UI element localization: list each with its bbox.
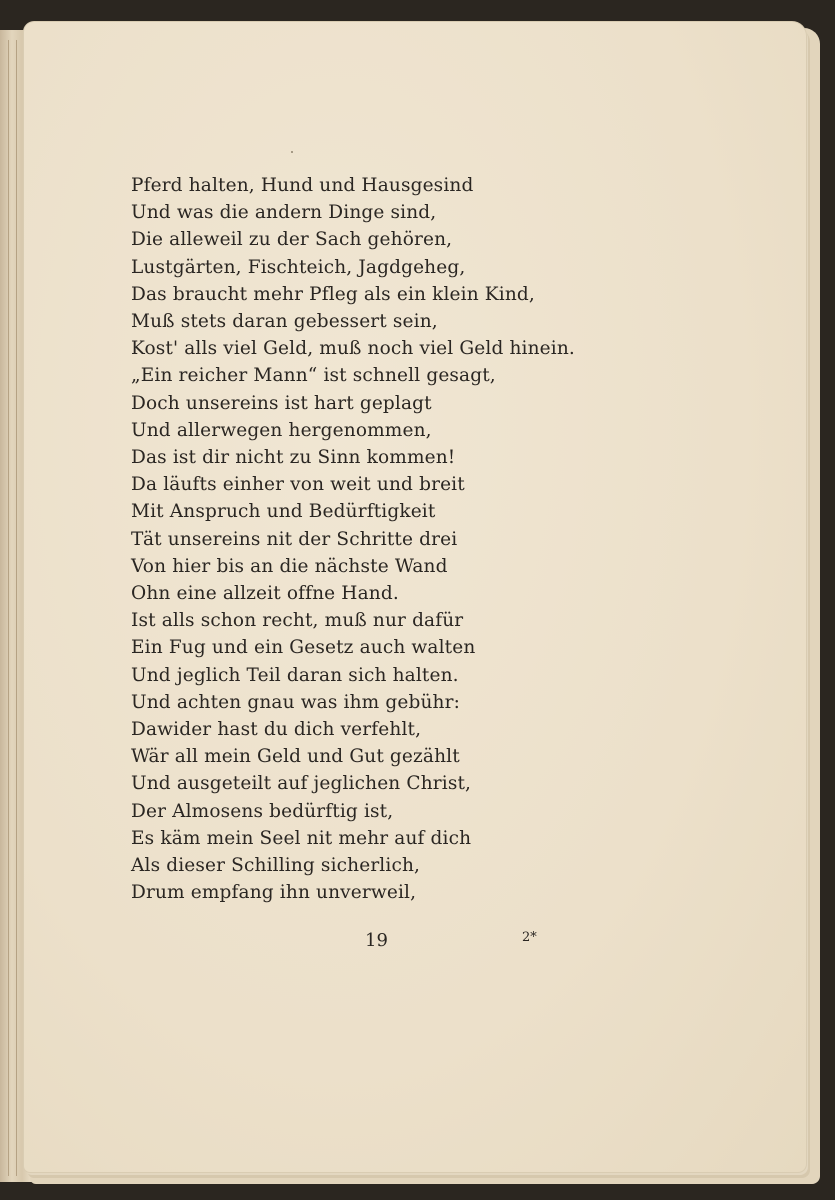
poem-line: Und achten gnau was ihm gebühr:: [131, 691, 460, 713]
poem-line: Wär all mein Geld und Gut gezählt: [131, 746, 460, 768]
poem-line: Muß stets daran gebessert sein,: [131, 311, 438, 333]
poem-line: Das ist dir nicht zu Sinn kommen!: [131, 447, 456, 469]
poem-line: Und allerwegen hergenommen,: [131, 419, 432, 441]
poem-line: Pferd halten, Hund und Hausgesind: [131, 175, 474, 196]
poem-line: Mit Anspruch und Bedürftigkeit: [131, 501, 436, 523]
poem-line: Es käm mein Seel nit mehr auf dich: [131, 827, 472, 849]
poem-line: Doch unsereins ist hart geplagt: [131, 392, 432, 414]
poem-line: Die alleweil zu der Sach gehören,: [131, 229, 453, 251]
poem-line: Ein Fug und ein Gesetz auch walten: [131, 637, 476, 659]
poem-line: Von hier bis an die nächste Wand: [131, 555, 448, 577]
page-number: 19: [365, 930, 388, 951]
poem-line: Als dieser Schilling sicherlich,: [131, 855, 421, 877]
poem-line: Und was die andern Dinge sind,: [131, 202, 437, 224]
poem-line: Ist alls schon recht, muß nur dafür: [131, 610, 464, 632]
poem-line: Tät unsereins nit der Schritte drei: [131, 528, 458, 550]
poem-line: Das braucht mehr Pfleg als ein klein Kind,: [131, 283, 535, 305]
poem-text: [131, 172, 731, 906]
poem-line: Dawider hast du dich verfehlt,: [131, 719, 422, 741]
poem-line: Und jeglich Teil daran sich halten.: [131, 664, 459, 686]
poem-line: Ohn eine allzeit offne Hand.: [131, 583, 399, 605]
poem-line: Da läufts einher von weit und breit: [131, 474, 465, 496]
poem-line: Lustgärten, Fischteich, Jagdgeheg,: [131, 256, 466, 278]
page-edge-line: [16, 40, 17, 1176]
poem-line: „Ein reicher Mann“ ist schnell gesagt,: [131, 365, 496, 387]
poem-line: Und ausgeteilt auf jeglichen Christ,: [131, 773, 472, 795]
page-edge-line: [8, 40, 9, 1176]
signature-mark: 2*: [522, 930, 537, 945]
paper-speck: [291, 151, 293, 153]
poem-line: Der Almosens bedürftig ist,: [131, 800, 394, 822]
poem-line: Drum empfang ihn unverweil,: [131, 882, 417, 904]
poem-line: Kost' alls viel Geld, muß noch viel Geld hinein.: [131, 338, 575, 360]
